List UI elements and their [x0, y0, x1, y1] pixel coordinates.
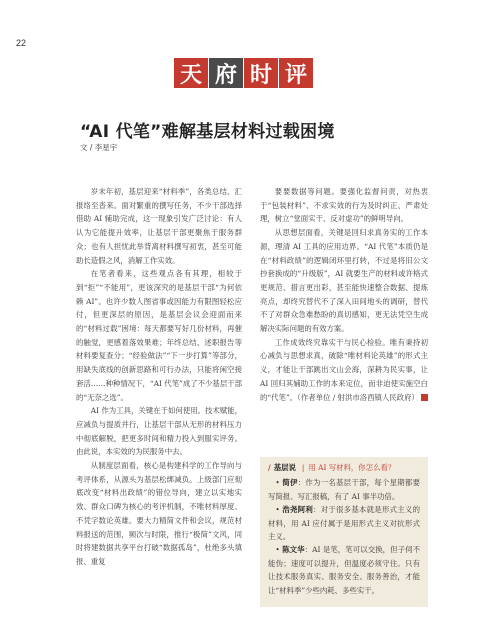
sidebar-title: 基层说: [273, 463, 296, 472]
article-left-column: [76, 185, 242, 569]
divider-icon: |: [301, 463, 305, 472]
sidebar-item-text: 对于很多基本就是形式主义的材料，用 AI 应付属于是用形式主义对抗形式主义。: [268, 505, 420, 542]
sidebar-header: [268, 461, 420, 474]
article-paragraph: 在笔者看来，这些观点各有其理，相较于到“拒”“不能用”，更该深究的是基层干部“为何依赖 AI”。也许少数人图省事或因能力有限图轻松应付，但更深层的原因，是基层会议会迎面而来的“材料过载”困境：每天都要写好几份材料，再催的触觉，更感着落效果难；年终总结、述职报告等材料要复查分；“经验做法”“下一步打算”等部分，用缺失底线的创新思路和可行办法，只能将闲空接套活……种种情况下，“AI 代笔”成了不少基层干部的“无奈之选”。: [76, 269, 242, 402]
sidebar-item: • 简伊：作为一名基层干部，每个星期都要写简报、写汇报稿，有了 AI 事半功倍。: [268, 478, 420, 501]
page-number: 22: [16, 38, 27, 48]
article-paragraph: 从制度层面看，核心是构建科学的工作导向与考评体系，从源头为基层松绑减负。上级部门应彻底改变“材料出政绩”的错位导向，建立以实地实效、群众口碑为核心的考评机制，不唯材料厚度、不凭字数论英雄。要大力精简文件和会议，规范材料报送的范围，频次与时限，推行“极简”文风，同时将建数据共享平台打破“数据孤岛”，杜绝多头填报、重复: [76, 461, 242, 566]
article-paragraph: AI 作为工具，关键在于如何使用。技术赋能，应减负与提质并行，让基层干部从无形的材料压力中彻底解脱，把更多时间和精力投入到服实评务。由此说，本实效的为民服务中去。: [76, 406, 242, 457]
slash-icon: /: [268, 463, 271, 472]
sidebar-item-text: 作为一名基层干部，每个星期都要写简报、写汇报稿，有了 AI 事半功倍。: [268, 478, 420, 501]
end-mark-icon: [421, 394, 428, 401]
sidebar-item-author: 简伊: [282, 478, 298, 488]
sidebar-item: • 陈文华：AI 是笔，笔可以交换，但子伺不能伪；速度可以提升，但温度必须守住。只有让技术服务真实、服务安全、服务善治，才能让“材料季”少些内耗、多些实干。: [268, 545, 420, 595]
article-paragraph: 从思想层面看，关键是回归求真务实的工作本源，理清 AI 工具的应用边界。“AI 代笔”本质仍是在“材料政绩”的逻辑闭环里打转，不过是将旧公文抄套换成的“升级版”，AI 就要生产的材料或许格式更规范、措言更出彩，甚至能快速整合数据、提炼亮点，却终究替代不了深入田间地头的调研，替代不了对群众急难愁盼的真切感知，更无法凭空生成解决实际问题的有效方案。: [260, 228, 428, 334]
sidebar-item-text: AI 是笔，笔可以交换，但子伺不能伪；速度可以提升，但温度必须守住。只有让技术服务真实、服务安全、服务善治，才能让“材料季”少些内耗、多些实干。: [268, 545, 420, 595]
sidebar-box: [260, 457, 428, 607]
column-header-char: 天: [174, 58, 208, 88]
article-paragraph: [260, 336, 428, 405]
column-header-char: 府: [209, 58, 243, 88]
column-header-char: 评: [279, 58, 313, 88]
sidebar-item: • 浩尧阿利：对于很多基本就是形式主义的材料，用 AI 应付属于是用形式主义对抗形式主义。: [268, 505, 420, 542]
article-headline: “AI 代笔”难解基层材料过载困境: [80, 122, 335, 142]
sidebar-item-author: 浩尧阿利: [282, 505, 314, 515]
sidebar-item-author: 陈文华: [282, 545, 305, 555]
sidebar-question: 用 AI 写材料，你怎么看？: [308, 463, 396, 472]
article-byline: 文 / 李星宇: [80, 143, 118, 152]
article-paragraph-text: 工作成效终究靠实干与民心检验。唯有秉持初心减负与思想求真，破除“唯材料论英雄”的形式主义，才能让干部跳出文山会海，深耕为民实事，让 AI 回归其辅助工作的本来定位，而非迫使实施空白的“代笔”。（作者单位 / 射洪市洛西镇人民政府）: [260, 337, 428, 402]
column-header-char: 时: [244, 58, 278, 88]
article-right-column: [260, 185, 428, 404]
article-paragraph: 岁末年初，基层迎来“材料季”，各类总结、汇报络至沓来。面对繁重的撰写任务，不少干部选择借助 AI 辅助完成，这一现象引发广泛讨论：有人认为它能提升效率，让基层干部更聚焦于服务群众；也有人担忧此举背离材料撰写初衷，甚至可能助长造假之风，消解工作实效。: [76, 187, 242, 265]
column-header: [174, 58, 314, 88]
article-paragraph: 要要数据等问题。要强化监督问责，对热衷于“包装材料”、不求实效的行为及时纠正、严肃处理，树立“堂面实干、反对虚功”的鲜明导向。: [260, 187, 428, 224]
